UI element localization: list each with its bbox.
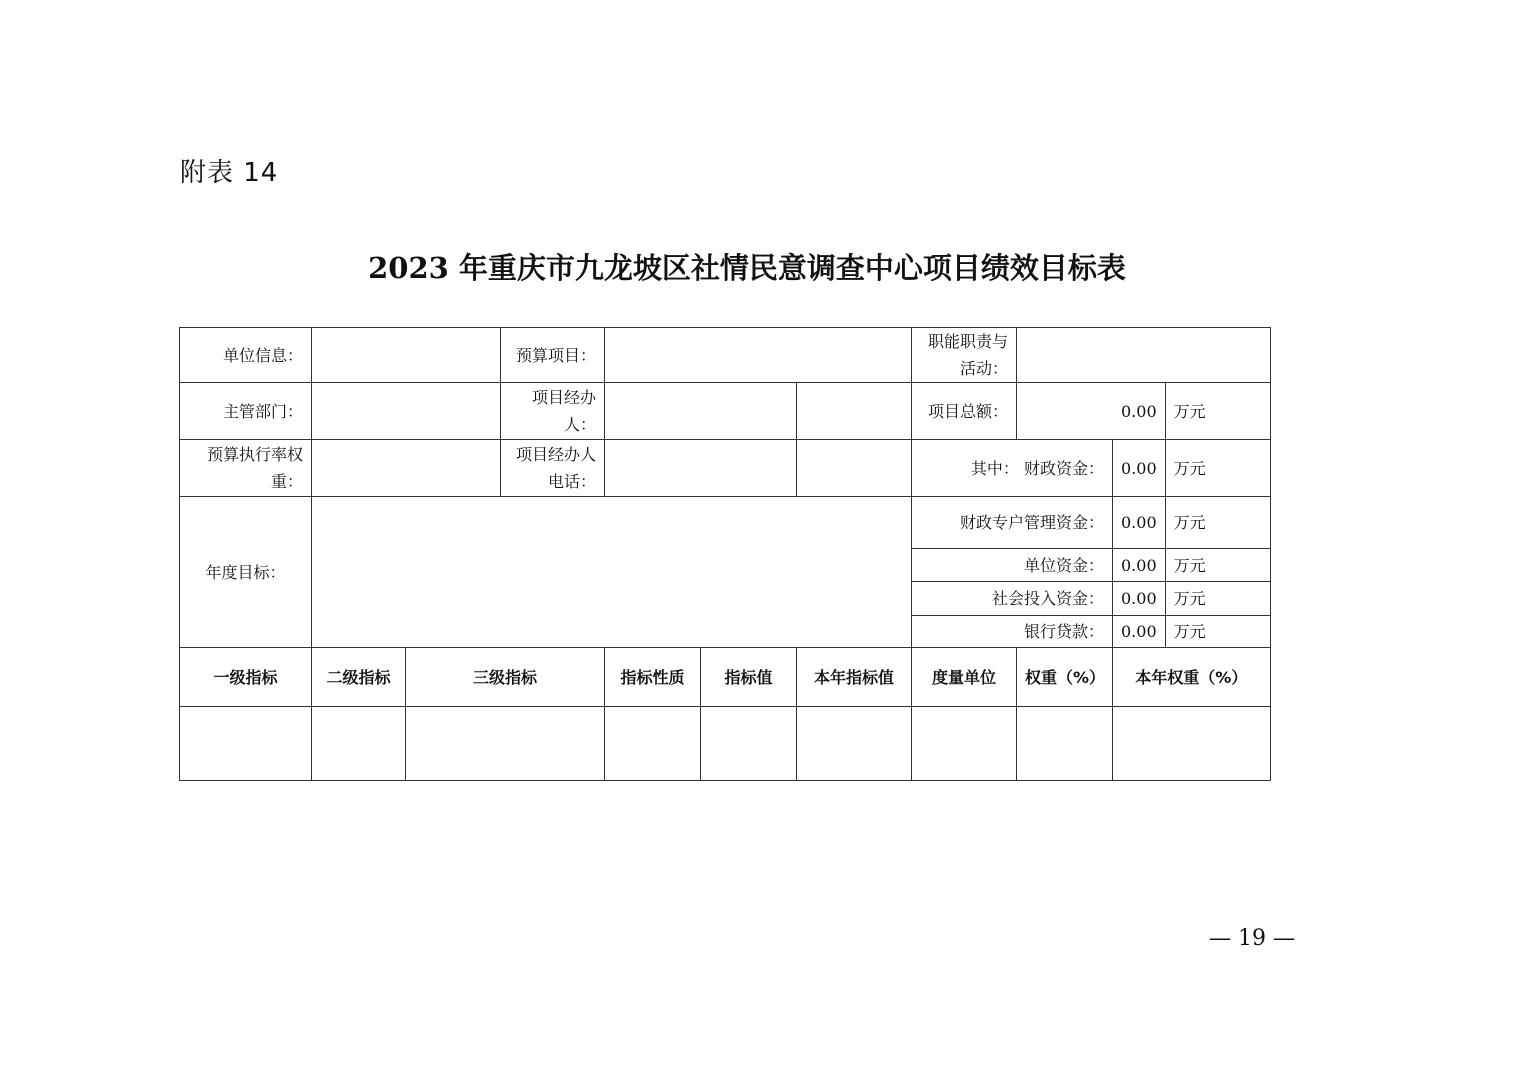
performance-target-table bbox=[179, 327, 1271, 781]
bank-loan-unit: 万元 bbox=[1165, 616, 1270, 648]
unit-info-label: 单位信息： bbox=[180, 328, 312, 383]
cell-level3[interactable] bbox=[406, 707, 605, 781]
cell-weight[interactable] bbox=[1017, 707, 1113, 781]
total-amount-value: 0.00 bbox=[1017, 383, 1166, 440]
header-measure-unit: 度量单位 bbox=[912, 648, 1017, 707]
annual-goal-value[interactable] bbox=[312, 497, 912, 648]
social-funds-value: 0.00 bbox=[1113, 582, 1166, 616]
unit-funds-value: 0.00 bbox=[1113, 549, 1166, 582]
special-funds-value: 0.00 bbox=[1113, 497, 1166, 549]
total-amount-label: 项目总额： bbox=[912, 383, 1017, 440]
page-number: — 19 — bbox=[1209, 926, 1295, 951]
table-row bbox=[180, 707, 1271, 781]
cell-year-value[interactable] bbox=[797, 707, 912, 781]
function-label: 职能职责与活动： bbox=[912, 328, 1017, 383]
among-label: 其中： bbox=[970, 458, 1019, 478]
special-funds-label: 财政专户管理资金： bbox=[912, 497, 1113, 549]
exec-weight-label: 预算执行率权重： bbox=[180, 440, 312, 497]
bank-loan-value: 0.00 bbox=[1113, 616, 1166, 648]
special-funds-unit: 万元 bbox=[1165, 497, 1270, 549]
handler-extra[interactable] bbox=[797, 383, 912, 440]
cell-year-weight[interactable] bbox=[1113, 707, 1271, 781]
header-level3: 三级指标 bbox=[406, 648, 605, 707]
cell-nature[interactable] bbox=[605, 707, 701, 781]
social-funds-label: 社会投入资金： bbox=[912, 582, 1113, 616]
header-year-weight: 本年权重（%） bbox=[1113, 648, 1271, 707]
header-level2: 二级指标 bbox=[312, 648, 406, 707]
handler-phone-label: 项目经办人电话： bbox=[501, 440, 605, 497]
header-value: 指标值 bbox=[701, 648, 797, 707]
total-amount-unit: 万元 bbox=[1165, 383, 1270, 440]
page-title: 2023 年重庆市九龙坡区社情民意调查中心项目绩效目标表 bbox=[368, 251, 1126, 285]
handler-label: 项目经办人： bbox=[501, 383, 605, 440]
fiscal-funds-unit: 万元 bbox=[1165, 440, 1270, 497]
fiscal-funds-value: 0.00 bbox=[1113, 440, 1166, 497]
cell-level2[interactable] bbox=[312, 707, 406, 781]
handler-value[interactable] bbox=[605, 383, 797, 440]
header-level1: 一级指标 bbox=[180, 648, 312, 707]
budget-item-value[interactable] bbox=[605, 328, 912, 383]
header-weight: 权重（%） bbox=[1017, 648, 1113, 707]
cell-measure-unit[interactable] bbox=[912, 707, 1017, 781]
department-label: 主管部门： bbox=[180, 383, 312, 440]
cell-value[interactable] bbox=[701, 707, 797, 781]
department-value[interactable] bbox=[312, 383, 501, 440]
fiscal-funds-label bbox=[912, 440, 1113, 497]
budget-item-label: 预算项目： bbox=[501, 328, 605, 383]
annual-goal-label: 年度目标： bbox=[180, 497, 312, 648]
handler-phone-extra[interactable] bbox=[797, 440, 912, 497]
cell-level1[interactable] bbox=[180, 707, 312, 781]
unit-info-value[interactable] bbox=[312, 328, 501, 383]
fiscal-funds-text: 财政资金： bbox=[1023, 458, 1104, 478]
unit-funds-label: 单位资金： bbox=[912, 549, 1113, 582]
header-year-value: 本年指标值 bbox=[797, 648, 912, 707]
social-funds-unit: 万元 bbox=[1165, 582, 1270, 616]
function-value[interactable] bbox=[1017, 328, 1271, 383]
appendix-label: 附表 14 bbox=[180, 158, 279, 188]
exec-weight-value[interactable] bbox=[312, 440, 501, 497]
header-nature: 指标性质 bbox=[605, 648, 701, 707]
handler-phone-value[interactable] bbox=[605, 440, 797, 497]
bank-loan-label: 银行贷款： bbox=[912, 616, 1113, 648]
unit-funds-unit: 万元 bbox=[1165, 549, 1270, 582]
